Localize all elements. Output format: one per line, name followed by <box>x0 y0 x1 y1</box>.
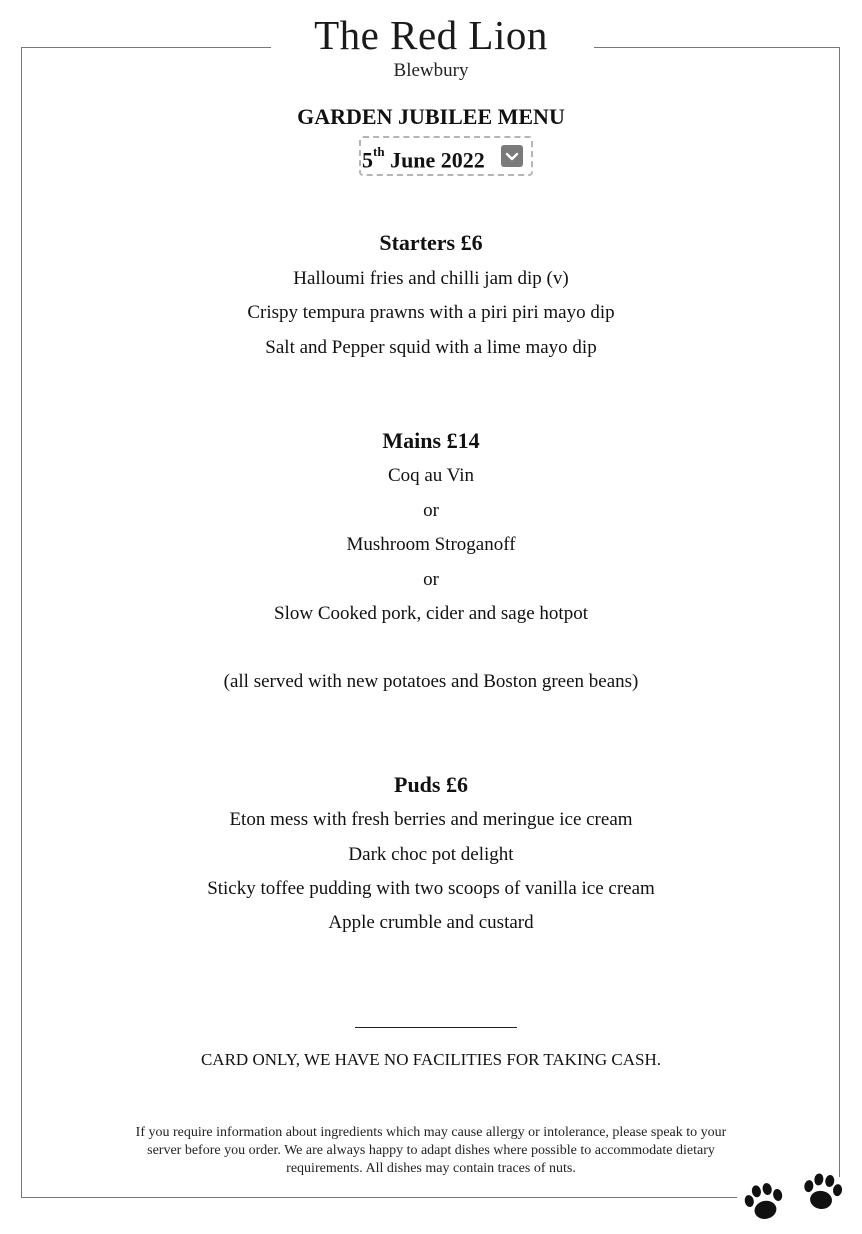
puds-heading: Puds £6 <box>394 772 468 797</box>
date-dropdown-button[interactable] <box>501 145 523 167</box>
frame-bottom-line <box>21 1197 737 1198</box>
menu-item: Apple crumble and custard <box>328 912 534 933</box>
date-value: 5th June 2022 <box>362 144 485 173</box>
menu-item-separator: or <box>423 500 439 521</box>
payment-notice: CARD ONLY, WE HAVE NO FACILITIES FOR TAKING CASH. <box>200 1050 662 1069</box>
menu-item: Coq au Vin <box>387 465 475 486</box>
menu-title: GARDEN JUBILEE MENU <box>297 104 565 129</box>
menu-item: Mushroom Stroganoff <box>346 534 516 555</box>
allergy-notice-line: If you require information about ingredients which may cause allergy or intolerance, please speak to your <box>135 1125 727 1140</box>
allergy-notice-line: requirements. All dishes may contain traces of nuts. <box>286 1161 576 1176</box>
mains-note: (all served with new potatoes and Boston green beans) <box>223 671 639 692</box>
paw-print-icon <box>740 1180 788 1226</box>
menu-item: Halloumi fries and chilli jam dip (v) <box>293 268 569 289</box>
menu-item: Sticky toffee pudding with two scoops of vanilla ice cream <box>207 878 655 899</box>
restaurant-name: The Red Lion <box>314 12 548 58</box>
menu-item: Eton mess with fresh berries and meringue ice cream <box>229 809 633 830</box>
footer-divider <box>355 1027 517 1028</box>
menu-item: Salt and Pepper squid with a lime mayo dip <box>265 337 597 358</box>
paw-print-icon <box>798 1170 846 1216</box>
starters-heading: Starters £6 <box>379 230 483 255</box>
chevron-down-icon <box>501 145 523 167</box>
allergy-notice-line: server before you order. We are always happy to adapt dishes where possible to accommodate dietary <box>147 1143 715 1158</box>
restaurant-location: Blewbury <box>393 60 469 81</box>
menu-item: Crispy tempura prawns with a piri piri mayo dip <box>247 302 615 323</box>
menu-item: Dark choc pot delight <box>348 844 514 865</box>
mains-heading: Mains £14 <box>382 428 480 453</box>
menu-item-separator: or <box>423 569 439 590</box>
menu-item: Slow Cooked pork, cider and sage hotpot <box>274 603 588 624</box>
